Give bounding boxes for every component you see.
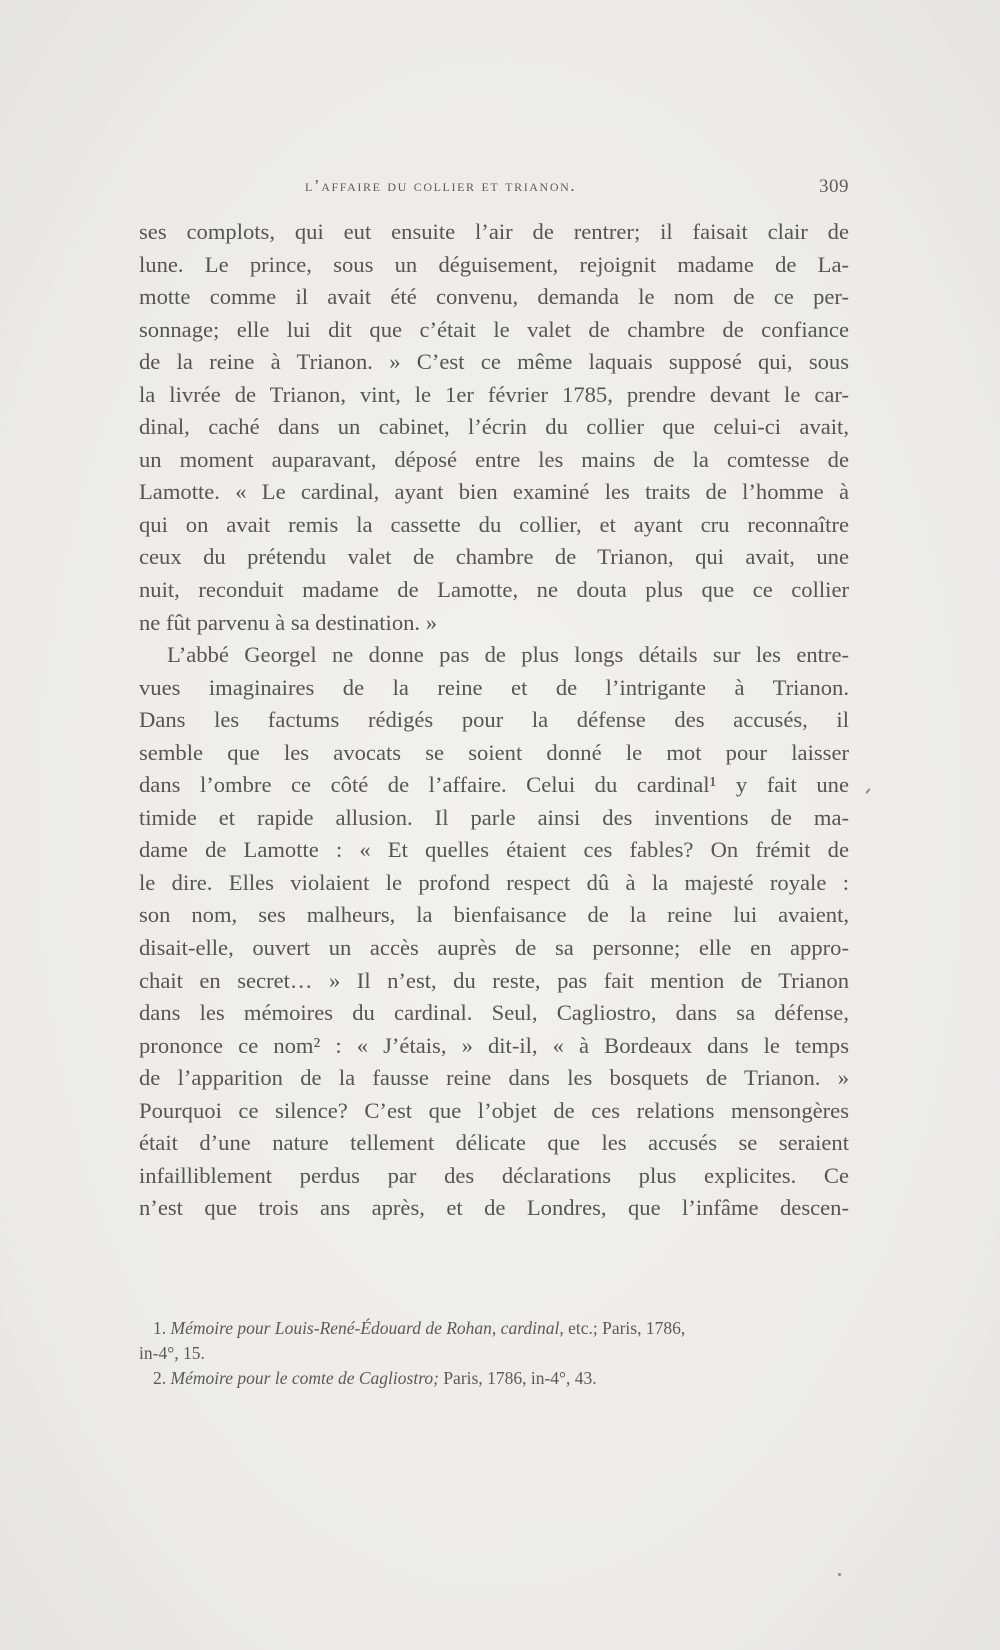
text-line: Pourquoi ce silence? C’est que l’objet de ces relations mensongères (139, 1097, 849, 1123)
footnote-title: Mémoire pour le comte de Cagliostro; (170, 1368, 439, 1388)
text-line: disait-elle, ouvert un accès auprès de sa personne; elle en appro- (139, 935, 849, 961)
text-line: Dans les factums rédigés pour la défense des accusés, il (139, 707, 849, 733)
footnote-1-continuation: in-4°, 15. (139, 1343, 205, 1363)
text-line: dans les mémoires du cardinal. Seul, Cagliostro, dans sa défense, (139, 1000, 849, 1026)
paper-speck (865, 788, 870, 794)
footnote-details: Paris, 1786, in-4°, 43. (438, 1368, 597, 1388)
footnote-title: Mémoire pour Louis-René-Édouard de Rohan, cardinal, (170, 1318, 564, 1338)
page-number: 309 (819, 176, 849, 197)
text-line: de l’apparition de la fausse reine dans les bosquets de Trianon. » (139, 1065, 849, 1091)
text-line: était d’une nature tellement délicate que les accusés se seraient (139, 1130, 849, 1156)
footnote-number: 1. (153, 1318, 167, 1338)
text-line: dans l’ombre ce côté de l’affaire. Celui du cardinal¹ y fait une (139, 772, 849, 798)
text-line: chait en secret… » Il n’est, du reste, pas fait mention de Trianon (139, 967, 849, 993)
running-header (139, 176, 849, 206)
text-line: sonnage; elle lui dit que c’était le valet de chambre de confiance (139, 316, 849, 342)
running-title: l’affaire du collier et trianon. (305, 176, 577, 195)
text-line-paragraph-end: ne fût parvenu à sa destination. » (139, 609, 438, 635)
text-line: son nom, ses malheurs, la bienfaisance de la reine lui avaient, (139, 902, 849, 928)
footnote-details: etc.; Paris, 1786, (563, 1318, 686, 1338)
footnote-number: 2. (153, 1368, 167, 1388)
text-line: infailliblement perdus par des déclarations plus explicites. Ce (139, 1162, 849, 1188)
text-line: prononce ce nom² : « J’étais, » dit-il, « à Bordeaux dans le temps (139, 1032, 849, 1058)
text-line: qui on avait remis la cassette du collier, et ayant cru reconnaître (139, 511, 849, 537)
text-line: motte comme il avait été convenu, demanda le nom de ce per- (139, 284, 849, 310)
text-line: Lamotte. « Le cardinal, ayant bien examiné les traits de l’homme à (139, 479, 849, 505)
paper-speck (838, 1573, 841, 1576)
footnote-2 (139, 1366, 849, 1391)
text-line: dinal, caché dans un cabinet, l’écrin du collier que celui-ci avait, (139, 414, 849, 440)
text-line: vues imaginaires de la reine et de l’intrigante à Trianon. (139, 674, 849, 700)
text-line: nuit, reconduit madame de Lamotte, ne douta plus que ce collier (139, 577, 849, 603)
text-line: semble que les avocats se soient donné le mot pour laisser (139, 739, 849, 765)
text-line: n’est que trois ans après, et de Londres, que l’infâme descen- (139, 1195, 849, 1221)
text-line: un moment auparavant, déposé entre les mains de la comtesse de (139, 446, 849, 472)
footnote-1 (139, 1316, 849, 1341)
text-line: la livrée de Trianon, vint, le 1er février 1785, prendre devant le car- (139, 381, 849, 407)
text-line: ses complots, qui eut ensuite l’air de rentrer; il faisait clair de (139, 219, 849, 244)
text-line: le dire. Elles violaient le profond respect dû à la majesté royale : (139, 869, 849, 895)
footnotes (139, 1316, 849, 1391)
text-line-paragraph-start: L’abbé Georgel ne donne pas de plus longs détails sur les entre- (167, 642, 849, 668)
text-line: ceux du prétendu valet de chambre de Trianon, qui avait, une (139, 544, 849, 570)
body-text (139, 216, 849, 1225)
text-line: de la reine à Trianon. » C’est ce même laquais supposé qui, sous (139, 349, 849, 375)
text-line: lune. Le prince, sous un déguisement, rejoignit madame de La- (139, 251, 849, 277)
text-line: dame de Lamotte : « Et quelles étaient ces fables? On frémit de (139, 837, 849, 863)
text-line: timide et rapide allusion. Il parle ainsi des inventions de ma- (139, 804, 849, 830)
